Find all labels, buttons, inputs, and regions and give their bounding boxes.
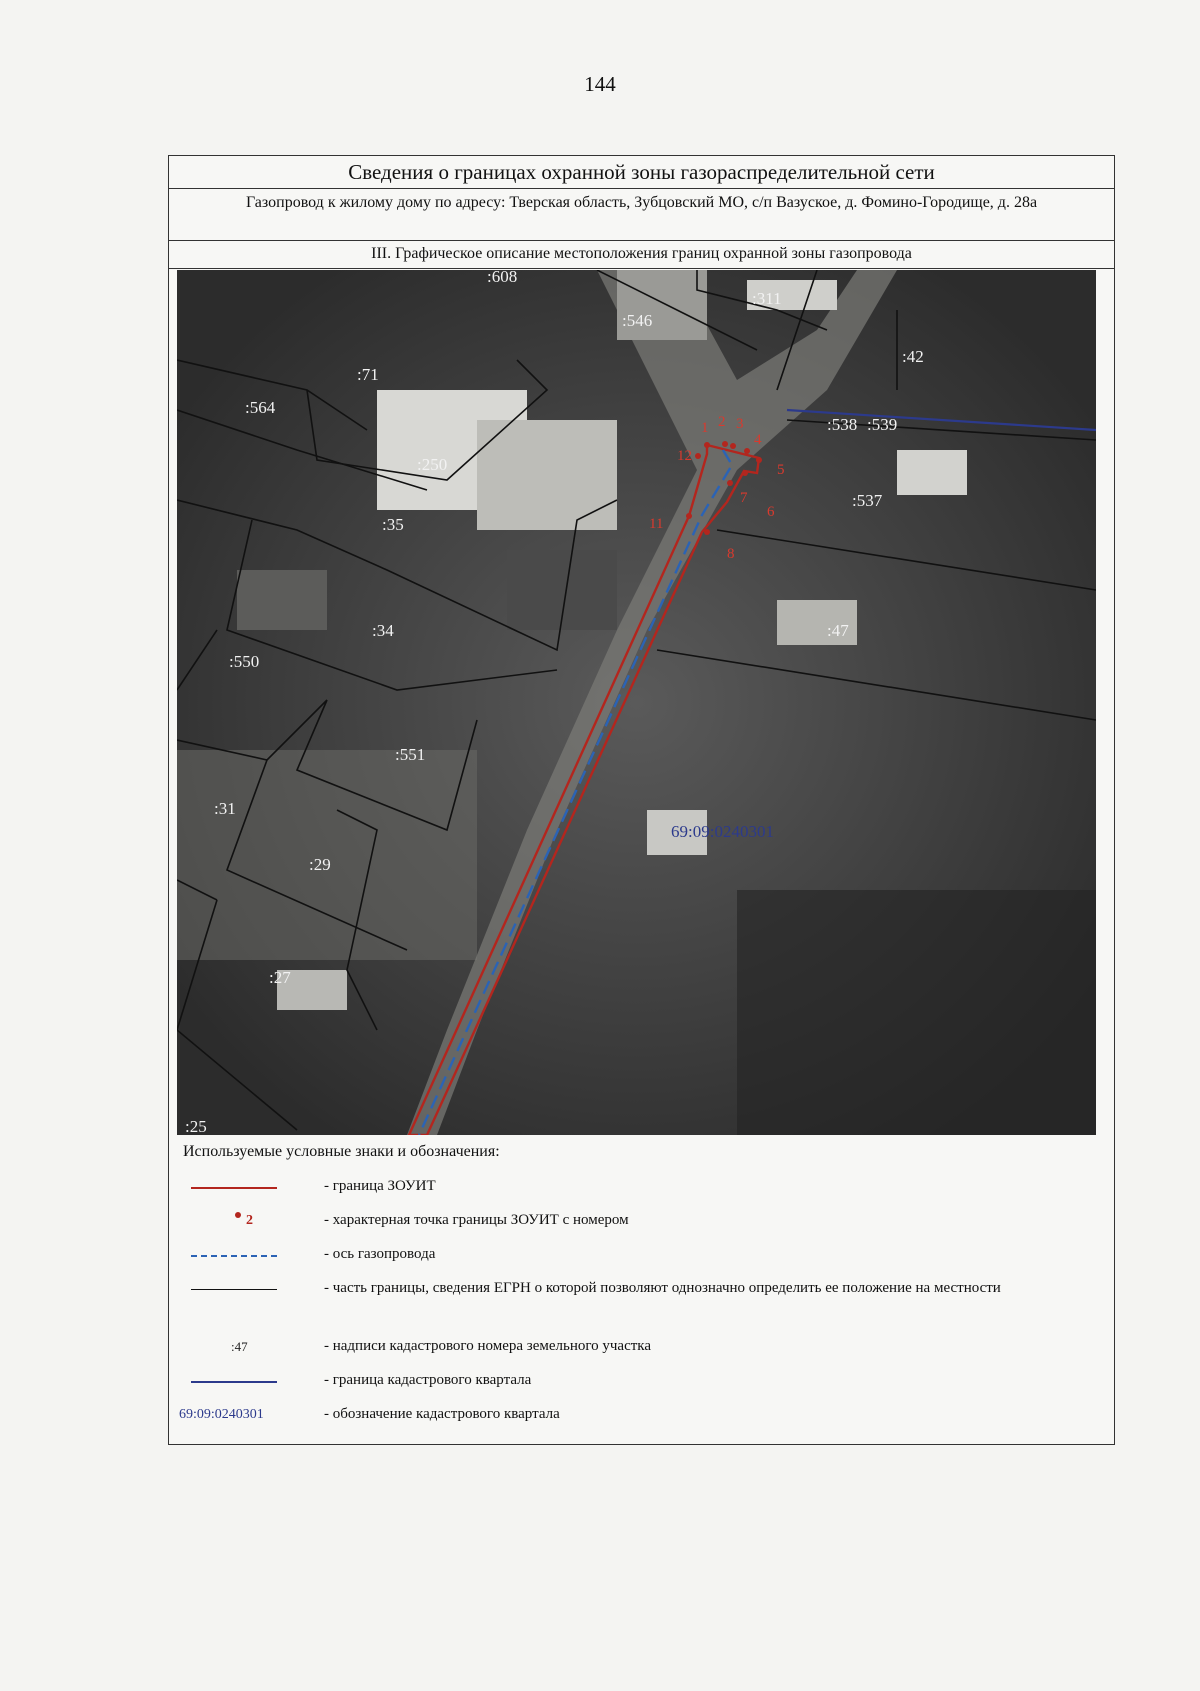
zone-point	[686, 513, 692, 519]
document-title: Сведения о границах охранной зоны газораспределительной сети	[169, 156, 1114, 189]
parcel-label: :608	[487, 270, 518, 286]
parcel-label: :47	[827, 621, 849, 640]
point-label: 3	[736, 416, 744, 432]
section-heading: III. Графическое описание местоположения границ охранной зоны газопровода	[169, 241, 1114, 269]
red-line-symbol	[191, 1187, 277, 1189]
legend-item	[169, 1176, 1109, 1206]
point-label: 1	[701, 420, 709, 436]
parcel-label: :29	[309, 855, 331, 874]
parcel-label: :250	[417, 455, 448, 474]
point-label: 12	[677, 448, 692, 464]
parcel-label-symbol: :47	[231, 1339, 248, 1354]
dashed-line-symbol	[191, 1255, 277, 1257]
quarter-label-symbol: 69:09:0240301	[179, 1407, 264, 1422]
quarter-label: 69:09:0240301	[671, 822, 774, 841]
parcel-label: :539	[867, 415, 898, 434]
parcel-label: :564	[245, 398, 276, 417]
legend-text: - обозначение кадастрового квартала	[324, 1406, 560, 1422]
map-canvas	[177, 270, 1096, 1135]
point-label: 5	[777, 462, 785, 478]
legend-item	[169, 1210, 1109, 1240]
document-subtitle: Газопровод к жилому дому по адресу: Тверская область, Зубцовский МО, с/п Вазуское, д. Фомино-Городище, д. 28а	[169, 189, 1114, 241]
parcel-label: :42	[902, 347, 924, 366]
legend-text: - граница кадастрового квартала	[324, 1372, 532, 1388]
point-label: 7	[740, 490, 748, 506]
legend-item	[169, 1278, 1109, 1326]
building	[897, 450, 967, 495]
document-frame	[168, 155, 1115, 1445]
point-label: 6	[767, 504, 775, 520]
legend-item	[169, 1336, 1109, 1366]
parcel-label: :27	[269, 968, 291, 987]
building	[477, 420, 617, 530]
zone-point	[704, 529, 710, 535]
zone-point	[730, 443, 736, 449]
building	[237, 570, 327, 630]
black-line-symbol	[191, 1289, 277, 1290]
legend-text: - часть границы, сведения ЕГРН о которой позволяют однозначно определить ее положение на местности	[324, 1280, 1001, 1296]
parcel-label: :537	[852, 491, 883, 510]
legend-item	[169, 1370, 1109, 1400]
point-symbol: 2	[235, 1212, 253, 1229]
parcel-label: :71	[357, 365, 379, 384]
point-label: 11	[649, 516, 664, 532]
zone-point	[744, 448, 750, 454]
parcel-label: :31	[214, 799, 236, 818]
legend-text: - надписи кадастрового номера земельного участка	[324, 1338, 652, 1354]
navy-line-symbol	[191, 1381, 277, 1383]
legend-heading: Используемые условные знаки и обозначения:	[183, 1143, 500, 1160]
parcel-label: :311	[752, 289, 782, 308]
zone-point	[742, 470, 748, 476]
legend-text: - граница ЗОУИТ	[324, 1178, 436, 1194]
legend-item	[169, 1404, 1109, 1434]
parcel-label: :25	[185, 1117, 207, 1135]
legend-item	[169, 1244, 1109, 1274]
zone-point	[695, 453, 701, 459]
parcel-label: :538	[827, 415, 858, 434]
legend-text: - характерная точка границы ЗОУИТ с номером	[324, 1212, 629, 1228]
point-label: 8	[727, 546, 735, 562]
parcel-label: :34	[372, 621, 394, 640]
aerial-map[interactable]	[177, 270, 1096, 1135]
point-label: 2	[718, 414, 726, 430]
zone-point	[704, 442, 710, 448]
parcel-label: :550	[229, 652, 260, 671]
zone-point	[727, 480, 733, 486]
page-number: 144	[584, 72, 616, 96]
zone-point	[756, 457, 762, 463]
zone-point	[722, 441, 728, 447]
tree-area	[737, 890, 1096, 1135]
parcel-label: :546	[622, 311, 653, 330]
parcel-label: :35	[382, 515, 404, 534]
point-label: 4	[754, 432, 762, 448]
legend-text: - ось газопровода	[324, 1246, 436, 1262]
parcel-label: :551	[395, 745, 426, 764]
